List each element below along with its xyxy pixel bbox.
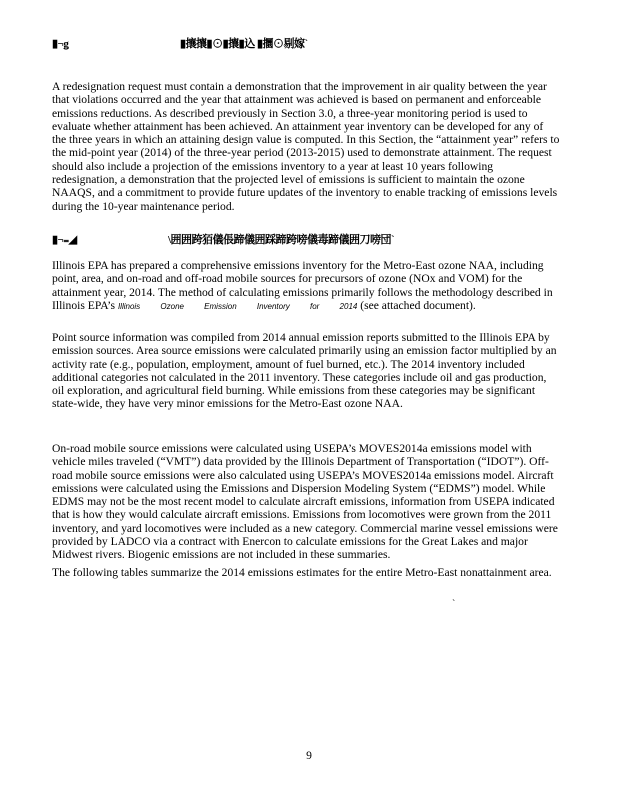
subsection-title: \囲囲跨㹮儀倀蹄儀囲踩蹄跨嗙儀毒蹄儀囲刀嗙団ˋ bbox=[168, 234, 395, 246]
paragraph-inventory bbox=[52, 259, 560, 313]
page-number: 9 bbox=[306, 749, 312, 762]
paragraph-redesignation: A redesignation request must contain a demonstration that the improvement in air quality between the year that violations occurred and the year that attainment was achieved is based on permanent and enforceable emissions reductions. As described previously in Section 3.0, a three-year monitoring period is used to evaluate whether attainment has been achieved. An attainment year inventory can be developed for any of the three years in which an attaining design value is computed. In this Section, the “attainment year” refers to the mid-point year (2014) of the three-year period (2013-2015) used to demonstrate attainment. The request should also include a projection of the emissions inventory to a year at least 10 years following redesignation, a demonstration that the projected level of emissions is sufficient to maintain the ozone NAAQS, and a commitment to provide future updates of the inventory to enable tracking of emissions levels during the 10-year maintenance period. bbox=[52, 80, 560, 213]
paragraph-mobile: On-road mobile source emissions were calculated using USEPA’s MOVES2014a emissions model with vehicle miles traveled (“VMT”) data provided by the Illinois Department of Transportation (“IDOT”). Off-road mobile source emissions were also calculated using USEPA’s MOVES2014a emissions model. Aircraft emissions were calculated using the Emissions and Dispersion Modeling System (“EDMS”) model. While EDMS may not be the most recent model to calculate aircraft emissions, information from USEPA indicated that is how they would calculate aircraft emissions. Emissions from locomotives were grown from the 2011 inventory, and yard locomotives were included as a new category. Commercial marine vessel emissions were provided by LADCO via a contract with Enercon to calculate emissions for the Great Lakes and major Midwest rivers. Biogenic emissions are not included in these summaries. bbox=[52, 442, 558, 562]
paragraph-point-area: Point source information was compiled from 2014 annual emission reports submitted to the Illinois EPA by emission sources. Area source emissions were calculated primarily using an emission factor multiplied by an activity rate (e.g., population, employment, amount of fuel burned, etc.). The 2014 inventory included additional categories not calculated in the 2011 inventory. These categories include oil and gas production, oil exploration, and agricultural field burning. While emissions from these categories may be significant state-wide, they have very minor emissions for the Metro-East ozone NAA. bbox=[52, 331, 557, 411]
paragraph-text: Illinois EPA has prepared a comprehensive emissions inventory for the Metro-East ozone NAA, including point, area, and on-road and off-road mobile sources for precursors of ozone (NOx and VOM) for the attainment year, 2014. The method of calculating emissions primarily follows the methodology described in Illinois EPA’s bbox=[52, 259, 553, 312]
section-title: ▮攘攘▮⊙▮攘▮込 ▮攌⊙剔嫁ˋ bbox=[180, 38, 308, 50]
section-number: ▮¬ǥ bbox=[52, 38, 69, 50]
paragraph-text: (see attached document). bbox=[357, 298, 476, 312]
document-title-link: Illinois Ozone Emission Inventory for 2014 bbox=[117, 301, 358, 311]
paragraph-tables-intro: The following tables summarize the 2014 emissions estimates for the entire Metro-East nonattainment area. bbox=[52, 566, 552, 579]
stray-mark: ` bbox=[452, 599, 456, 610]
subsection-number: ▮¬₌◢ bbox=[52, 234, 77, 246]
